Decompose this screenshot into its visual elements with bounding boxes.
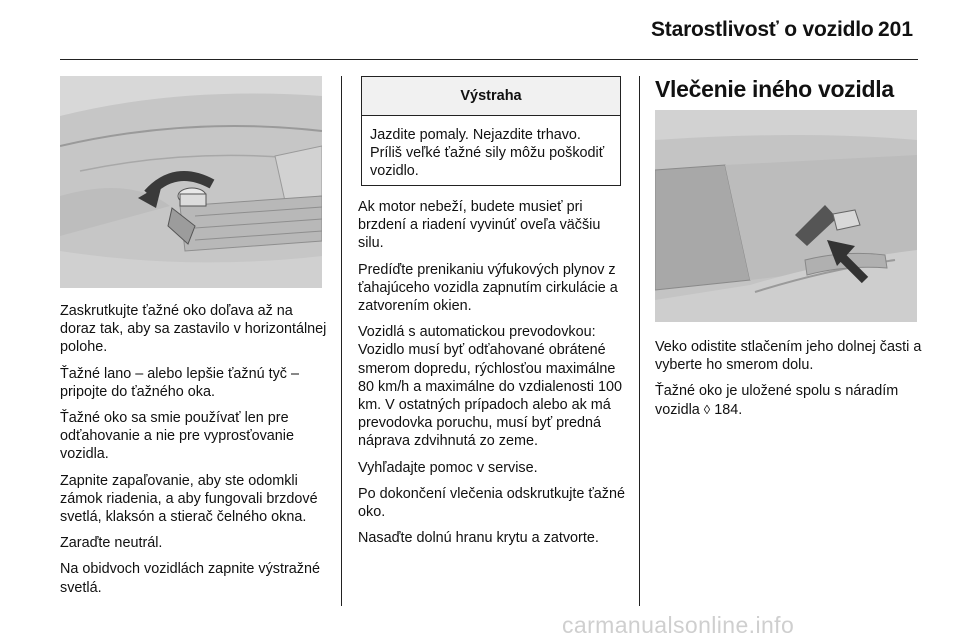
middle-paragraph: Predíďte prenikaniu výfukových plynov z ťahajúceho vozidla zapnutím cirkulácie a zatvorením okien.: [358, 261, 618, 315]
left-paragraph: Ťažné lano – alebo lepšie ťažnú tyč – pripojte do ťažného oka.: [60, 365, 299, 400]
page-reference-link[interactable]: 184.: [714, 401, 743, 418]
middle-paragraph: Ak motor nebeží, budete musieť pri brzdení a riadení vyvinúť oveľa väčšiu silu.: [358, 199, 601, 252]
page-header-title: Starostlivosť o vozidlo: [651, 18, 874, 41]
middle-paragraph: Nasaďte dolnú hranu krytu a zatvorte.: [358, 530, 599, 547]
right-paragraph-text: Ťažné oko je uložené spolu s náradím vozidla: [655, 383, 899, 418]
middle-column-text: [358, 198, 626, 555]
right-paragraph: Veko odistite stlačením jeho dolnej časti a vyberte ho smerom dolu.: [655, 339, 922, 374]
middle-paragraph: Vyhľadajte pomoc v servise.: [358, 459, 538, 476]
middle-paragraph: Vozidlá s automatickou prevodovkou: Vozidlo musí byť odťahované obrátené smerom dopredu, rýchlosťou maximálne 80 km/h a maximálne do vzdialenosti 100 km. V ostatných prípadoch alebo ak má prevodovka poruchu, musí byť predná náprava zdvihnutá zo zeme.: [358, 324, 622, 450]
tow-eye-install-figure: [60, 76, 322, 288]
bumper-cover-figure: [655, 110, 917, 322]
warning-title: Výstraha: [362, 77, 620, 116]
left-paragraph: Na obidvoch vozidlách zapnite výstražné svetlá.: [60, 561, 320, 596]
left-paragraph: Ťažné oko sa smie používať len pre odťahovanie a nie pre vyprosťovanie vozidla.: [60, 410, 295, 463]
watermark: carmanualsonline.info: [562, 612, 795, 638]
left-column-text: [60, 302, 328, 605]
left-paragraph: Zaraďte neutrál.: [60, 535, 163, 552]
page-number: 201: [878, 18, 914, 41]
left-paragraph: Zapnite zapaľovanie, aby ste odomkli zámok riadenia, a aby fungovali brzdové svetlá, klaksón a stierač čelného okna.: [60, 472, 318, 526]
right-paragraph-with-reference: [655, 382, 927, 418]
warning-text: Jazdite pomaly. Nejazdite trhavo. Príliš veľké ťažné sily môžu poškodiť vozidlo.: [370, 127, 605, 180]
page-reference-icon: ◊: [703, 401, 711, 417]
column-divider-right: [639, 76, 640, 606]
warning-box: [361, 76, 621, 186]
section-heading: Vlečenie iného vozidla: [655, 76, 894, 102]
header-rule: [60, 59, 918, 60]
column-divider-left: [341, 76, 342, 606]
middle-paragraph: Po dokončení vlečenia odskrutkujte ťažné oko.: [358, 485, 625, 521]
left-paragraph: Zaskrutkujte ťažné oko doľava až na doraz tak, aby sa zastavilo v horizontálnej polohe.: [60, 303, 327, 356]
right-column-text: [655, 338, 927, 427]
